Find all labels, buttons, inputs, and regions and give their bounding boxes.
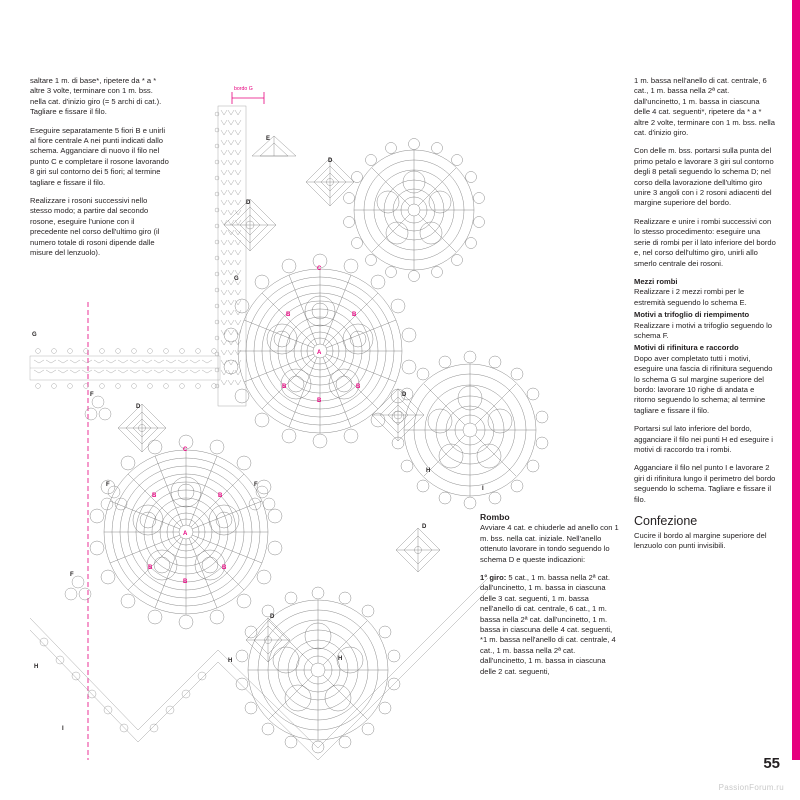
text-column-left [30, 76, 170, 259]
paragraph: Dopo aver completato tutti i motivi, eseguire una fascia di rifinitura seguendo lo schema G sul margine superiore del bordo: lavorare 10 righe di andata e ritorno seguendo lo schema; al termine tagliare e fissare il filo. [634, 353, 773, 415]
paragraph: Realizzare i rosoni successivi nello stesso modo; a partire dal secondo rosone, eseguire l'unione con il precedente nel corso dell'ultimo giro (il numero totale di rosoni dipende dalle misure del lenzuolo). [30, 196, 160, 258]
round-instruction [480, 573, 620, 677]
svg-text:bordo G: bordo G [234, 86, 253, 92]
svg-text:H: H [426, 468, 431, 474]
svg-text:E: E [266, 136, 271, 142]
svg-text:C: C [317, 266, 322, 272]
round-text: 5 cat., 1 m. bassa nella 2ª cat. dall'uncinetto, 1 m. bassa in ciascuna delle 3 cat. seguenti, 1 m. bassa nell'anello di cat. centrale, 6 cat., 1 m. bassa nella 2ª cat. dall'uncinetto, 1 m. bassa in ciascuna delle 4 cat. seguenti, *1 m. bassa nell'anello di cat. centrale, 4 cat., 1 m. bassa nella 2ª cat. dall'uncinetto, 1 m. bassa in ciascuna delle 2 cat. seguenti, [480, 573, 616, 676]
paragraph: 1 m. bassa nell'anello di cat. centrale, 6 cat., 1 m. bassa nella 2ª cat. dall'uncinetto, 1 m. bassa in ciascuna delle 4 cat. seguenti*, ripetere da * a * altre 2 volte, terminare con 1 m. bss. nella cat. d'inizio giro. [634, 76, 775, 138]
svg-text:I: I [482, 486, 484, 492]
svg-text:D: D [270, 614, 275, 620]
subheading-rifinitura: Motivi di rifinitura e raccordo [634, 343, 739, 353]
svg-text:B: B [183, 579, 188, 585]
svg-text:B: B [286, 312, 291, 318]
svg-text:A: A [317, 350, 322, 356]
svg-text:F: F [90, 392, 94, 398]
svg-text:B: B [218, 493, 223, 499]
svg-text:G: G [234, 276, 239, 282]
svg-text:G: G [32, 332, 37, 338]
paragraph: Realizzare i motivi a trifoglio seguendo lo schema F. [634, 320, 773, 340]
svg-text:B: B [317, 398, 322, 404]
accent-edge-bar [792, 0, 800, 760]
text-column-middle [480, 512, 620, 677]
paragraph: Eseguire separatamente 5 fiori B e unirli al fiore centrale A nei punti indicati dallo schema. Agganciare di nuovo il filo nel punto C e completare il rosone lavorando 8 giri sul contorno dei 5 fiori; al termine tagliare e fissare il filo. [30, 125, 169, 187]
svg-text:F: F [106, 482, 110, 488]
svg-text:H: H [34, 664, 39, 670]
svg-text:D: D [402, 392, 407, 398]
paragraph: Portarsi sul lato inferiore del bordo, agganciare il filo nei punti H ed eseguire i motivi di raccordo tra i rombi. [634, 424, 773, 454]
svg-text:C: C [183, 447, 188, 453]
svg-text:F: F [70, 572, 74, 578]
paragraph: Con delle m. bss. portarsi sulla punta del primo petalo e lavorare 3 giri sul contorno degli 8 petali seguendo lo schema D; nel corso della lavorazione dell'ultimo giro unire 3 angoli con i 2 rosoni adiacenti del margine superiore del bordo. [634, 146, 774, 208]
svg-text:B: B [352, 312, 357, 318]
svg-text:F: F [254, 482, 258, 488]
paragraph: Realizzare i 2 mezzi rombi per le estremità seguendo lo schema E. [634, 287, 747, 307]
svg-text:I: I [62, 726, 64, 732]
svg-text:D: D [422, 524, 427, 530]
svg-text:B: B [152, 493, 157, 499]
svg-text:B: B [222, 565, 227, 571]
svg-text:B: B [282, 384, 287, 390]
svg-text:D: D [328, 158, 333, 164]
paragraph: Cucire il bordo al margine superiore del lenzuolo con punti invisibili. [634, 531, 767, 551]
svg-text:B: B [356, 384, 361, 390]
subheading-mezzi-rombi: Mezzi rombi [634, 276, 678, 286]
svg-text:H: H [338, 656, 343, 662]
section-title-confezione: Confezione [634, 514, 698, 529]
svg-text:A: A [183, 531, 188, 537]
svg-text:H: H [228, 658, 233, 664]
paragraph: Realizzare e unire i rombi successivi con lo stesso procedimento: eseguire una serie di rombi per il lato inferiore del bordo e, nel corso dell'ultimo giro, unirli allo smerlo centrale dei rosoni. [634, 216, 776, 268]
watermark: PassionForum.ru [718, 783, 784, 792]
page-number: 55 [763, 755, 780, 772]
section-title-rombo: Rombo [480, 512, 510, 522]
svg-text:B: B [148, 565, 153, 571]
paragraph: Agganciare il filo nel punto I e lavorare 2 giri di rifinitura lungo il perimetro del bordo seguendo lo schema. Tagliare e fissare il filo. [634, 463, 776, 504]
subheading-trifoglio: Motivi a trifoglio di riempimento [634, 310, 750, 320]
svg-text:D: D [246, 200, 251, 206]
paragraph: Avviare 4 cat. e chiuderle ad anello con 1 m. bss. nella cat. iniziale. Nell'anello ottenuto lavorare in tondo seguendo lo schema D e queste indicazioni: [480, 523, 619, 564]
text-column-right [634, 76, 776, 552]
paragraph: saltare 1 m. di base*, ripetere da * a * altre 3 volte, terminare con 1 m. bss. nella cat. d'inizio giro (= 5 archi di cat.). Tagliare e fissare il filo. [30, 76, 162, 117]
round-label: 1° giro: [480, 573, 507, 583]
svg-text:D: D [136, 404, 141, 410]
